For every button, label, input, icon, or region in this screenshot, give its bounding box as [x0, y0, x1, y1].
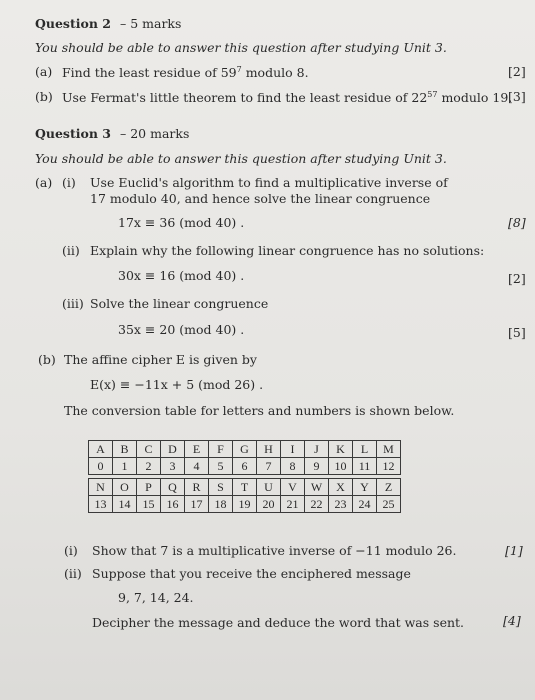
letter-cell: D	[161, 441, 185, 458]
q3-part-a-ii-label: (ii)	[62, 243, 80, 258]
number-cell: 10	[329, 458, 353, 475]
number-cell: 11	[353, 458, 377, 475]
q3-part-a-i-equation: 17x ≡ 36 (mod 40) .	[118, 215, 245, 230]
q3-part-a-i-line2: 17 modulo 40, and hence solve the linear congruence	[90, 191, 431, 206]
number-cell: 25	[377, 496, 401, 513]
number-cell: 17	[185, 496, 209, 513]
number-cell: 24	[353, 496, 377, 513]
letter-cell: E	[185, 441, 209, 458]
number-cell: 8	[281, 458, 305, 475]
number-cell: 7	[257, 458, 281, 475]
number-cell: 13	[89, 496, 113, 513]
table-row-letters-2	[89, 479, 401, 496]
q3-part-a-i-label: (i)	[62, 175, 76, 190]
question-3-heading: Question 3	[35, 126, 111, 141]
q3-part-b-ii-text: Suppose that you receive the enciphered message	[92, 566, 411, 581]
question-3-marks: – 20 marks	[120, 126, 190, 141]
number-cell: 21	[281, 496, 305, 513]
letter-cell: N	[89, 479, 113, 496]
number-cell: 1	[113, 458, 137, 475]
q3-part-a-iii-label: (iii)	[62, 296, 84, 311]
q2-part-b-label: (b)	[35, 89, 53, 104]
number-cell: 2	[137, 458, 161, 475]
q3-part-b-label: (b)	[38, 352, 56, 367]
number-cell: 9	[305, 458, 329, 475]
q3-part-a-iii-mark: [5]	[508, 325, 526, 340]
letter-cell: X	[329, 479, 353, 496]
q2-part-a-mark: [2]	[508, 64, 526, 79]
q3-part-a-i-line1: Use Euclid's algorithm to find a multiplicative inverse of	[90, 175, 448, 190]
question-2-intro: You should be able to answer this question after studying Unit 3.	[35, 40, 447, 55]
q3-part-a-iii-text: Solve the linear congruence	[90, 296, 269, 311]
q3-part-a-label: (a)	[35, 175, 53, 190]
q3-part-b-ii-message: 9, 7, 14, 24.	[118, 590, 194, 605]
number-cell: 15	[137, 496, 161, 513]
table-row-letters-1	[89, 441, 401, 458]
letter-cell: J	[305, 441, 329, 458]
question-2-marks: – 5 marks	[120, 16, 182, 31]
letter-cell: M	[377, 441, 401, 458]
q3-part-b-ii-label: (ii)	[64, 566, 82, 581]
q3-part-b-i-label: (i)	[64, 543, 78, 558]
letter-cell: W	[305, 479, 329, 496]
q3-part-a-ii-mark: [2]	[508, 271, 526, 286]
number-cell: 12	[377, 458, 401, 475]
q3-part-b-table-intro: The conversion table for letters and numbers is shown below.	[64, 403, 455, 418]
number-cell: 5	[209, 458, 233, 475]
letter-cell: Q	[161, 479, 185, 496]
q3-part-b-i-text: Show that 7 is a multiplicative inverse of −11 modulo 26.	[92, 543, 457, 558]
letter-cell: A	[89, 441, 113, 458]
number-cell: 4	[185, 458, 209, 475]
q3-part-a-ii-equation: 30x ≡ 16 (mod 40) .	[118, 268, 245, 283]
q3-part-b-ii-mark: [4]	[503, 613, 521, 628]
letter-cell: G	[233, 441, 257, 458]
number-cell: 3	[161, 458, 185, 475]
conversion-table	[88, 440, 401, 513]
number-cell: 16	[161, 496, 185, 513]
number-cell: 20	[257, 496, 281, 513]
q2-part-a-text: Find the least residue of $59^7$ modulo 8.	[62, 65, 309, 81]
question-2-heading: Question 2	[35, 16, 111, 31]
number-cell: 14	[113, 496, 137, 513]
table-row-numbers-2	[89, 496, 401, 513]
number-cell: 6	[233, 458, 257, 475]
q3-part-a-ii-text: Explain why the following linear congruence has no solutions:	[90, 243, 485, 258]
letter-cell: Y	[353, 479, 377, 496]
letter-cell: C	[137, 441, 161, 458]
letter-cell: P	[137, 479, 161, 496]
table-row-numbers-1	[89, 458, 401, 475]
q3-part-b-text: The affine cipher E is given by	[64, 352, 257, 367]
q3-part-a-iii-equation: 35x ≡ 20 (mod 40) .	[118, 322, 245, 337]
number-cell: 18	[209, 496, 233, 513]
letter-cell: B	[113, 441, 137, 458]
letter-cell: L	[353, 441, 377, 458]
letter-cell: K	[329, 441, 353, 458]
number-cell: 0	[89, 458, 113, 475]
letter-cell: F	[209, 441, 233, 458]
letter-cell: O	[113, 479, 137, 496]
letter-cell: I	[281, 441, 305, 458]
q3-part-b-ii-task: Decipher the message and deduce the word that was sent.	[92, 615, 465, 630]
letter-cell: H	[257, 441, 281, 458]
q2-part-b-mark: [3]	[508, 89, 526, 104]
number-cell: 22	[305, 496, 329, 513]
letter-cell: T	[233, 479, 257, 496]
question-3-intro: You should be able to answer this question after studying Unit 3.	[35, 151, 447, 166]
q3-part-b-i-mark: [1]	[505, 543, 523, 558]
letter-cell: R	[185, 479, 209, 496]
q3-part-a-i-mark: [8]	[508, 215, 526, 230]
letter-cell: V	[281, 479, 305, 496]
letter-cell: U	[257, 479, 281, 496]
number-cell: 23	[329, 496, 353, 513]
letter-cell: Z	[377, 479, 401, 496]
letter-cell: S	[209, 479, 233, 496]
q2-part-b-text: Use Fermat's little theorem to find the least residue of $22^{57}$ modulo 19.	[62, 90, 513, 106]
number-cell: 19	[233, 496, 257, 513]
q2-part-a-label: (a)	[35, 64, 53, 79]
q3-part-b-equation: E(x) ≡ −11x + 5 (mod 26) .	[90, 377, 264, 392]
